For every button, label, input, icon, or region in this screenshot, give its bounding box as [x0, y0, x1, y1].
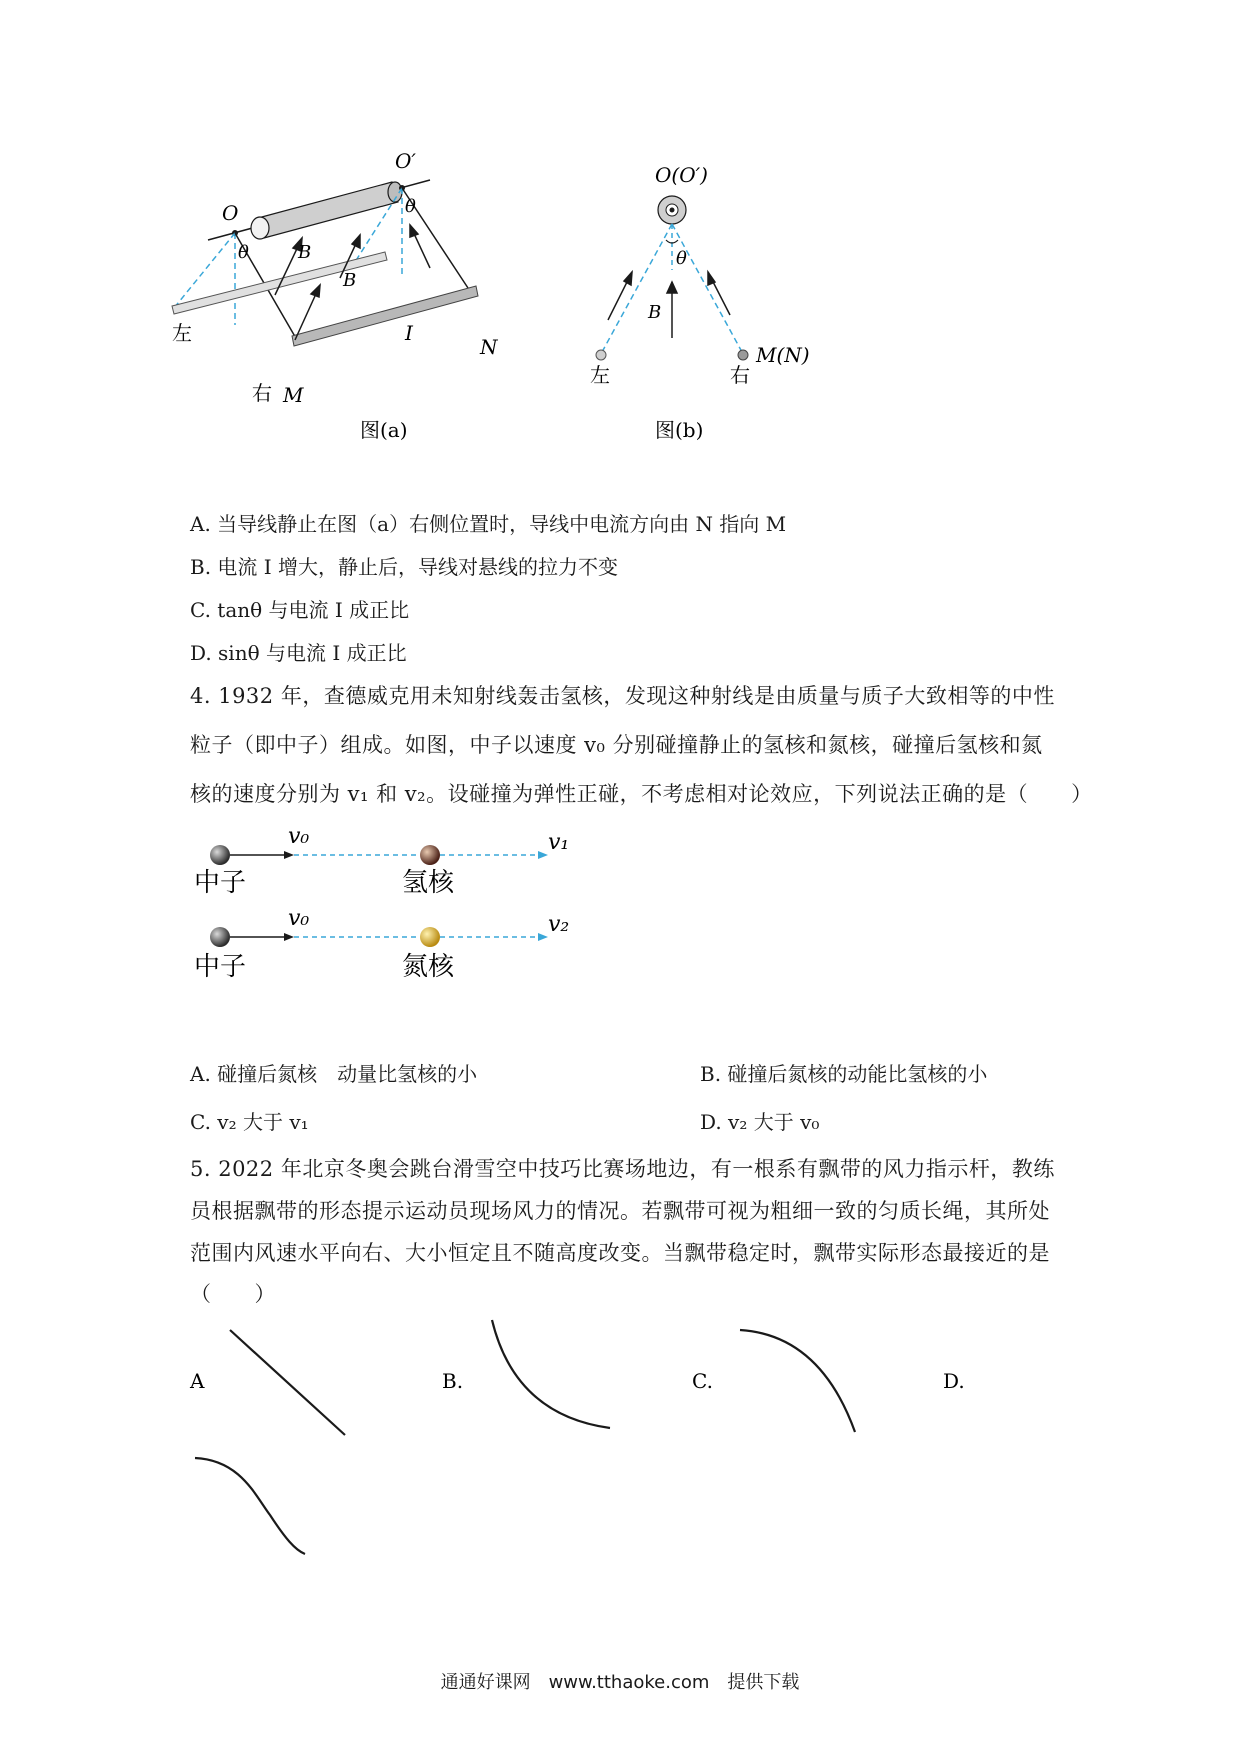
label-M-N: M(N): [756, 343, 810, 367]
q3-option-a: A. 当导线静止在图（a）右侧位置时，导线中电流方向由 N 指向 M: [190, 512, 787, 536]
q5-label-d: D.: [943, 1369, 965, 1393]
label-theta-b: θ: [676, 248, 687, 269]
label-right-b: 右: [730, 363, 750, 387]
q4-option-a: A. 碰撞后氮核 动量比氢核的小: [190, 1062, 478, 1086]
label-neutron-2: 中子: [194, 952, 247, 982]
label-neutron-1: 中子: [194, 868, 247, 898]
q5-label-c: C.: [692, 1369, 713, 1393]
q4-option-c: C. v₂ 大于 v₁: [190, 1110, 309, 1134]
hydrogen-nucleus: [420, 845, 440, 865]
q4-stem-line1: 4. 1932 年，查德威克用未知射线轰击氢核，发现这种射线是由质量与质子大致相等的中性: [190, 684, 1055, 708]
q4-option-d: D. v₂ 大于 v₀: [700, 1110, 820, 1134]
q4-stem-line2: 粒子（即中子）组成。如图，中子以速度 v₀ 分别碰撞静止的氢核和氮核，碰撞后氢核和氮: [190, 733, 1043, 757]
ribbon-a: [230, 1330, 345, 1435]
label-left-a: 左: [172, 321, 192, 345]
fig-a-caption: 图(a): [360, 418, 408, 442]
label-B-a2: B: [343, 270, 357, 291]
label-v1: v₁: [548, 830, 570, 855]
q5-stem-line2: 员根据飘带的形态提示运动员现场风力的情况。若飘带可视为粗细一致的匀质长绳，其所处: [190, 1199, 1050, 1223]
ribbon-c: [740, 1330, 855, 1432]
q4-stem-line3: 核的速度分别为 v₁ 和 v₂。设碰撞为弹性正碰，不考虑相对论效应，下列说法正确的是（ ）: [190, 782, 1093, 806]
ribbon-d: [195, 1458, 305, 1554]
label-O: O: [222, 201, 239, 225]
q5-label-a: A: [190, 1369, 205, 1393]
label-v0-2: v₀: [288, 906, 310, 931]
label-hydrogen: 氢核: [402, 868, 455, 898]
q4-figure: [190, 825, 590, 1000]
label-right-a: 右: [252, 381, 272, 405]
label-v2: v₂: [548, 912, 570, 937]
fig-b-caption: 图(b): [655, 418, 704, 442]
neutron-1: [210, 845, 230, 865]
label-theta-a2: θ: [405, 196, 416, 217]
ribbon-b: [492, 1320, 610, 1428]
q3-option-c: C. tanθ 与电流 I 成正比: [190, 598, 410, 622]
q5-options-figure: [180, 1310, 1080, 1570]
q5-label-b: B.: [442, 1369, 464, 1393]
label-nitrogen: 氮核: [402, 952, 455, 982]
label-B-b: B: [648, 302, 662, 323]
label-M: M: [283, 383, 304, 407]
label-N: N: [480, 335, 498, 359]
label-v0-1: v₀: [288, 824, 310, 849]
q5-stem-line1: 5. 2022 年北京冬奥会跳台滑雪空中技巧比赛场地边，有一根系有飘带的风力指示杆，教练: [190, 1157, 1055, 1181]
q5-stem-line4: （ ）: [190, 1282, 276, 1306]
label-O-prime: O′: [395, 149, 416, 173]
figure-a: [172, 140, 540, 442]
label-B-a1: B: [298, 242, 312, 263]
label-I: I: [405, 321, 413, 345]
label-O-O-prime: O(O′): [655, 163, 708, 187]
figure-b: [580, 160, 840, 440]
label-left-b: 左: [590, 363, 610, 387]
nitrogen-nucleus: [420, 927, 440, 947]
neutron-2: [210, 927, 230, 947]
q3-option-b: B. 电流 I 增大，静止后，导线对悬线的拉力不变: [190, 555, 619, 579]
q3-option-d: D. sinθ 与电流 I 成正比: [190, 641, 407, 665]
label-theta-a1: θ: [238, 242, 249, 263]
page-footer: 通通好课网 www.tthaoke.com 提供下载: [440, 1672, 800, 1693]
q5-stem-line3: 范围内风速水平向右、大小恒定且不随高度改变。当飘带稳定时，飘带实际形态最接近的是: [190, 1241, 1050, 1265]
q4-option-b: B. 碰撞后氮核的动能比氢核的小: [700, 1062, 988, 1086]
